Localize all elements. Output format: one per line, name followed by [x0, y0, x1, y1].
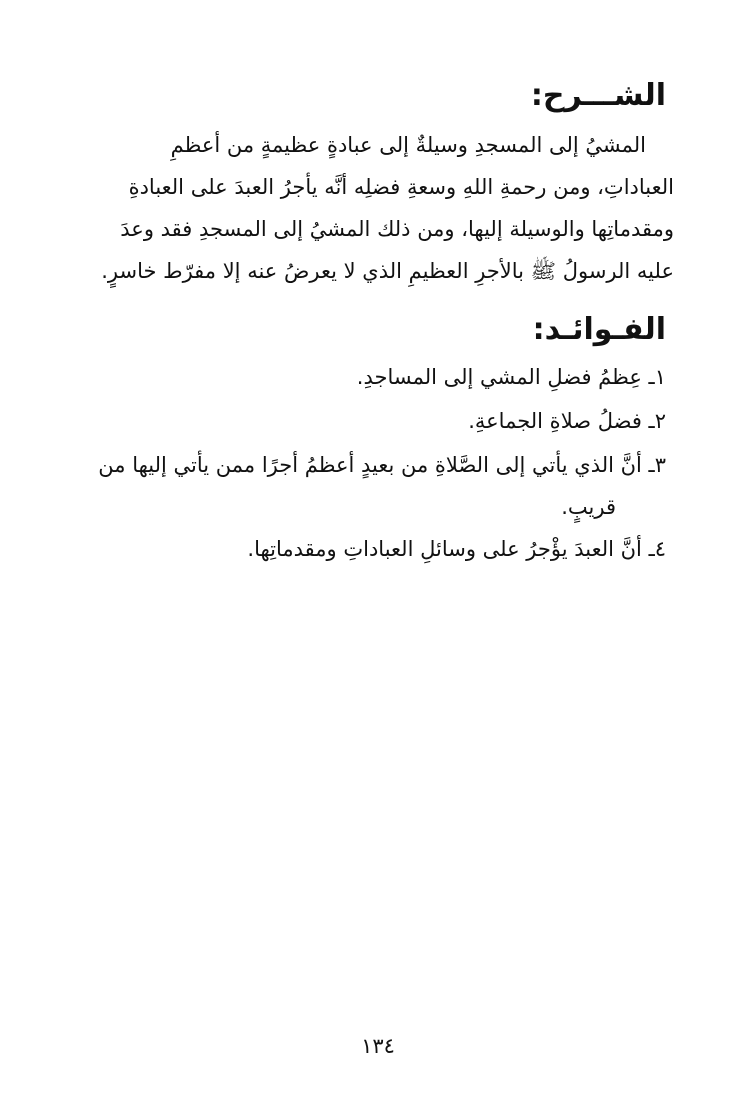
sharh-line-3: ومقدماتِها والوسيلة إليها، ومن ذلك المشيُ إلى المسجدِ فقد وعدَ	[120, 217, 674, 241]
fawaid-item-1: ١ـ عِظمُ فضلِ المشي إلى المساجدِ.	[356, 365, 666, 389]
sharh-line-1: المشيُ إلى المسجدِ وسيلةٌ إلى عبادةٍ عظيمةٍ من أعظمِ	[170, 133, 646, 157]
section-heading-sharh: الشـــرح:	[530, 78, 666, 113]
fawaid-item-2: ٢ـ فضلُ صلاةِ الجماعةِ.	[468, 409, 666, 433]
fawaid-item-3-continuation: قريبٍ.	[561, 495, 616, 519]
section-heading-fawaid: الفـوائـد:	[532, 312, 666, 347]
page-number: ١٣٤	[361, 1034, 395, 1058]
fawaid-item-3: ٣ـ أنَّ الذي يأتي إلى الصَّلاةِ من بعيدٍ أعظمُ أجرًا ممن يأتي إليها من	[98, 453, 666, 477]
sharh-line-4: عليه الرسولُ ﷺ بالأجرِ العظيمِ الذي لا يعرضُ عنه إلا مفرّط خاسرٍ.	[101, 259, 674, 283]
sharh-line-2: العباداتِ، ومن رحمةِ اللهِ وسعةِ فضلِه أنَّه يأجرُ العبدَ على العبادةِ	[128, 175, 674, 199]
fawaid-item-4: ٤ـ أنَّ العبدَ يؤْجرُ على وسائلِ العباداتِ ومقدماتِها.	[247, 537, 666, 561]
